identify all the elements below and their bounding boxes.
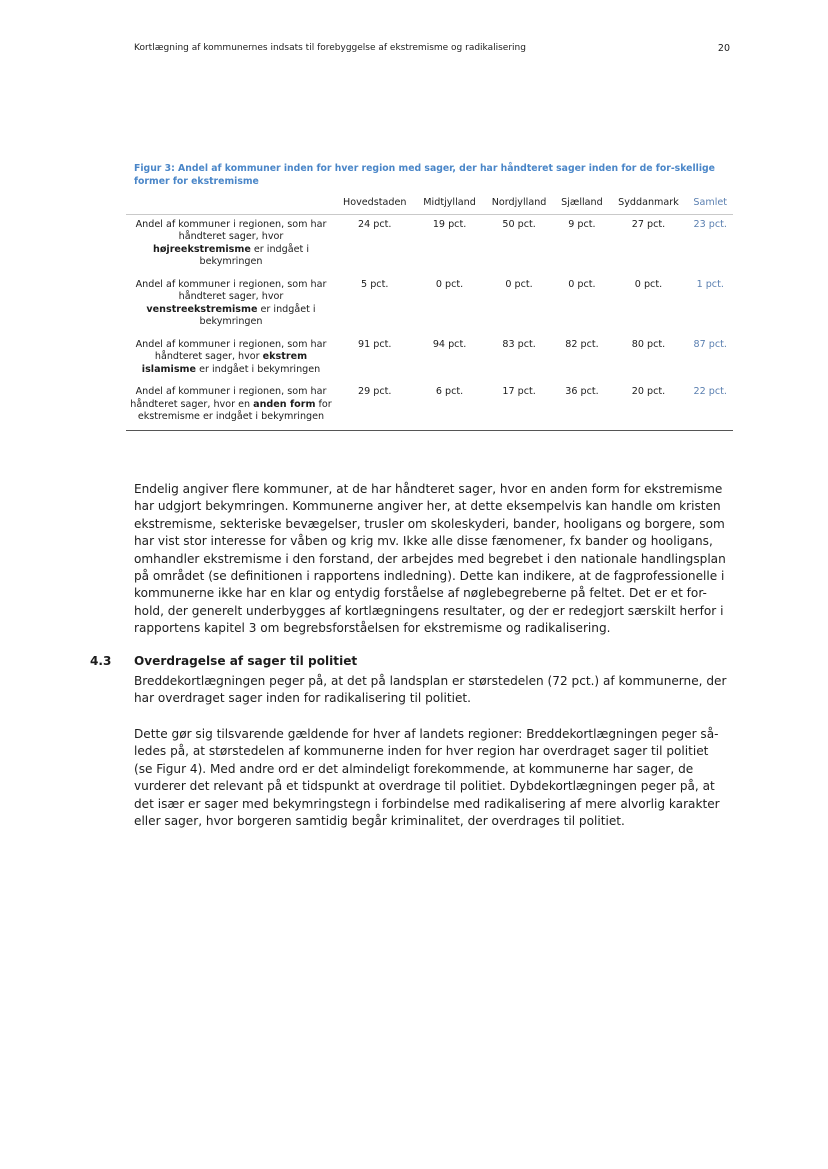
table-cell: 29 pct. — [334, 382, 415, 430]
table-row — [126, 382, 733, 430]
row-label: Andel af kommuner i regionen, som har håndteret sager, hvor en anden form for ekstremisme er indgået i bekymringen — [126, 382, 334, 430]
table-cell: 82 pct. — [565, 338, 599, 350]
table-row — [126, 275, 733, 335]
column-header: Hovedstaden — [334, 194, 415, 214]
column-header: Midtjylland — [415, 194, 483, 214]
row-label: Andel af kommuner i regionen, som har håndteret sager, hvor venstreekstremisme er indgået i bekymringen — [135, 278, 327, 327]
body-paragraph: Dette gør sig tilsvarende gældende for hver af landets regioner: Breddekortlægningen peger så-ledes på, at størstedelen af kommunerne inden for hver region har overdraget sager til politiet (se Figur 4). Med andre ord er det almindeligt forekommende, at kommunerne har sager, de vurderer det relevant på et tidspunkt at overdrage til politiet. Dybdekortlægningen peger på, at det især er sager med bekymringstegn i forbindelse med radikalisering af mere alvorlig karakter eller sager, hvor borgeren samtidig begår kriminalitet, der overdrages til politiet. — [134, 727, 720, 829]
table-cell: 0 pct. — [634, 278, 663, 290]
page-number: 20 — [717, 43, 730, 54]
table-header-row — [126, 194, 733, 214]
table-cell: 24 pct. — [358, 218, 392, 230]
table-cell: 20 pct. — [609, 382, 687, 430]
figure-caption: Figur 3: Andel af kommuner inden for hver region med sager, der har håndteret sager inden for de for-skellige former for ekstremisme — [134, 163, 715, 187]
table-cell: 9 pct. — [568, 218, 596, 230]
table-cell: 27 pct. — [631, 218, 666, 230]
table-row — [126, 335, 733, 383]
table-cell: 36 pct. — [554, 382, 609, 430]
figure-table — [126, 194, 733, 431]
column-header: Syddanmark — [609, 194, 687, 214]
table-cell-total: 87 pct. — [693, 338, 727, 350]
table-cell: 0 pct. — [568, 278, 596, 290]
table-cell: 0 pct. — [435, 278, 464, 290]
column-header-total: Samlet — [687, 194, 733, 214]
table-cell: 91 pct. — [358, 338, 392, 350]
column-header: Sjælland — [554, 194, 609, 214]
section-heading: Overdragelse af sager til politiet — [134, 654, 358, 668]
body-paragraph: Endelig angiver flere kommuner, at de har håndteret sager, hvor en anden form for ekstremisme har udgjort bekymringen. Kommunerne angiver her, at dette eksempelvis kan handle om kristen ekstremisme, sekteriske bevægelser, trusler om skoleskyderi, bander, hooligans og borgere, som har vist stor interesse for våben og krig mv. Ikke alle disse fænomener, fx bander og hooligans, omhandler ekstremisme i den forstand, der arbejdes med begrebet i den nationale handlingsplan på området (se definitionen i rapportens indledning). Dette kan indikere, at de fagprofessionelle i kommunerne ikke har en klar og entydig forståelse af nøglebegreberne på feltet. Det er et for-hold, der generelt underbygges af kortlægningens resultater, og der er redegjort særskilt herfor i rapportens kapitel 3 om begrebsforståelsen for ekstremisme og radikalisering. — [134, 482, 726, 636]
column-header: Nordjylland — [484, 194, 555, 214]
table-cell-total: 1 pct. — [696, 278, 724, 290]
table-cell: 5 pct. — [361, 278, 389, 290]
table-cell: 94 pct. — [432, 338, 467, 350]
header-blank — [126, 194, 334, 214]
table-row — [126, 214, 733, 275]
section-number: 4.3 — [90, 654, 112, 668]
table-cell-total: 22 pct. — [687, 382, 733, 430]
table-cell: 83 pct. — [502, 338, 536, 350]
table-cell: 50 pct. — [502, 218, 536, 230]
table-cell-total: 23 pct. — [693, 218, 727, 230]
row-label: Andel af kommuner i regionen, som har håndteret sager, hvor ekstrem islamisme er indgået i bekymringen — [135, 338, 327, 375]
row-label: Andel af kommuner i regionen, som har håndteret sager, hvor højreekstremisme er indgået i bekymringen — [135, 218, 327, 267]
running-title: Kortlægning af kommunernes indsats til forebyggelse af ekstremisme og radikalisering — [134, 43, 526, 53]
body-paragraph: Breddekortlægningen peger på, at det på landsplan er størstedelen (72 pct.) af kommunerne, der har overdraget sager inden for radikalisering til politiet. — [134, 674, 727, 706]
table-cell: 0 pct. — [505, 278, 533, 290]
table-cell: 19 pct. — [432, 218, 467, 230]
table-cell: 17 pct. — [484, 382, 555, 430]
table-cell: 80 pct. — [631, 338, 666, 350]
table-cell: 6 pct. — [415, 382, 483, 430]
